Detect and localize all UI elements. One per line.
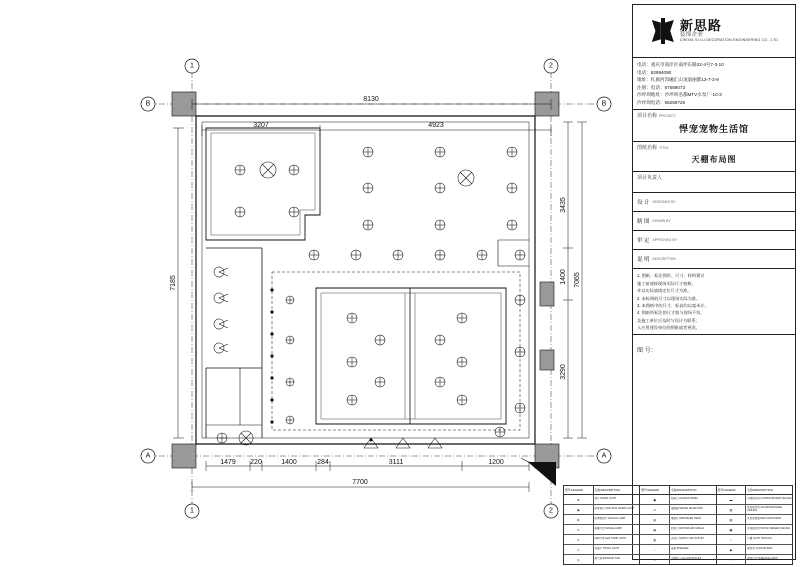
svg-text:1: 1 <box>190 507 194 515</box>
legend-row <box>564 525 639 535</box>
legend-desc-header: 名称/DESCRIPTION <box>747 488 773 492</box>
legend-symbol-header: 图号/LEGEND <box>717 488 736 492</box>
general-notes <box>633 269 795 335</box>
drafter-label-en: DRAWN BY <box>652 219 671 224</box>
designer-row <box>633 193 795 212</box>
legend-desc: 木饰面吊顶 WOOD VENEER CEILING <box>747 527 791 531</box>
drawing-number-label: 图 号： <box>637 348 657 355</box>
svg-text:3111: 3111 <box>388 459 404 466</box>
drawing-title-label-cn: 图纸名称 <box>637 145 658 152</box>
svg-text:1200: 1200 <box>488 459 504 466</box>
legend-symbol-header: 图号/LEGEND <box>641 488 660 492</box>
legend-symbol-icon: ⊗ <box>564 515 594 524</box>
description-label-en: DESCRIPTION <box>652 257 676 262</box>
legend-symbol-icon: ▬ <box>717 495 747 504</box>
legend-desc: 换气扇 EXHAUST FAN <box>594 557 621 561</box>
drafter-row <box>633 212 795 231</box>
legend-symbol-icon: ▨ <box>717 505 747 514</box>
title-block <box>632 4 796 560</box>
legend-desc: 检修口 ACCESS PANEL <box>670 497 699 501</box>
legend-symbol-icon: ▣ <box>640 495 670 504</box>
legend-row <box>564 515 639 525</box>
legend-desc: 音箱 SPEAKER <box>670 547 689 551</box>
legend-symbol-icon: ◌ <box>640 545 670 554</box>
note-line: 3. 本图纸中的尺寸、标高均以毫米计。 <box>637 302 709 308</box>
legend-header <box>640 486 715 495</box>
note-line: 2. 未标明的尺寸以现场实际为准。 <box>637 295 701 301</box>
company-line: 沙坪坝电话：65258726 <box>637 99 686 105</box>
legend-row <box>564 545 639 555</box>
legend-table <box>563 485 793 565</box>
svg-text:B: B <box>145 100 151 108</box>
legend-symbol-icon: ○ <box>717 555 747 564</box>
logo-name-en: CHENG SI LU DECORATION ENGINEERING CO., LTD <box>679 38 779 43</box>
legend-desc: 筒灯 DOWN LIGHT <box>594 497 617 501</box>
company-line: 注册：电话：67589073 <box>637 84 686 90</box>
legend-symbol-icon: ▭ <box>564 545 594 554</box>
note-line: 人应用建设单位的图纸或者更改。 <box>637 324 700 330</box>
legend-desc-header: 名称/DESCRIPTION <box>670 488 697 492</box>
legend-symbol-icon: ▩ <box>717 525 747 534</box>
legend-column-3 <box>717 486 792 564</box>
note-line: 施工前请按现场实际尺寸校核， <box>637 280 696 286</box>
project-name-label-cn: 项目名称 <box>637 113 658 120</box>
legend-row <box>717 515 792 525</box>
project-leader-label: 项目负责人 <box>637 175 663 182</box>
legend-symbol-icon: ≡ <box>564 535 594 544</box>
project-leader-row <box>633 172 795 193</box>
approver-label: 审 定 <box>637 238 650 245</box>
drawing-title-label <box>637 144 791 151</box>
legend-row <box>717 495 792 505</box>
legend-desc: 铝扣板吊顶 ALUMINUM PANEL CEILING <box>747 505 783 512</box>
legend-desc: 乳胶漆顶面 EMULSION PAINT <box>747 517 782 521</box>
legend-row <box>717 535 792 545</box>
designer-label-en: DESIGNED BY <box>652 200 676 205</box>
description-row <box>633 250 795 269</box>
legend-desc-header: 名称/DESCRIPTION <box>594 488 621 492</box>
svg-text:B: B <box>601 100 607 108</box>
svg-text:7700: 7700 <box>352 479 368 486</box>
legend-symbol-icon: □ <box>640 555 670 564</box>
drawing-title-row <box>633 142 795 172</box>
svg-text:7185: 7185 <box>170 275 177 291</box>
legend-symbol-icon: ◍ <box>640 515 670 524</box>
legend-row <box>564 555 639 564</box>
designer-label: 设 计 <box>637 200 650 207</box>
svg-text:1400: 1400 <box>281 459 297 466</box>
legend-desc: 防雾筒灯 ANTI-FOG DOWN LIGHT <box>594 507 634 511</box>
legend-desc: 石膏板吊顶 GYPSUM BOARD CEILING <box>747 497 792 501</box>
svg-text:284: 284 <box>317 459 329 466</box>
note-line: 4. 图纸所标注的尺寸如与现场不符， <box>637 310 705 316</box>
company-contact-block <box>633 58 795 110</box>
svg-text:1479: 1479 <box>220 459 236 466</box>
legend-row <box>717 505 792 515</box>
legend-symbol-icon: ⊙ <box>640 505 670 514</box>
legend-header <box>717 486 792 495</box>
legend-symbol-icon: ✕ <box>564 525 594 534</box>
legend-symbol-icon: ⊕ <box>564 495 594 504</box>
legend-column-1 <box>564 486 640 564</box>
legend-row <box>640 535 715 545</box>
svg-text:3207: 3207 <box>253 122 269 129</box>
drawing-title-label-en: TITLE <box>659 146 669 151</box>
legend-desc: 灯槽 LIGHT TROUGH <box>747 537 772 541</box>
svg-text:1400: 1400 <box>560 269 567 285</box>
legend-row <box>640 495 715 505</box>
legend-row <box>717 545 792 555</box>
legend-column-2 <box>640 486 716 564</box>
logo-name-cn: 新思路 <box>679 17 722 33</box>
svg-text:8130: 8130 <box>363 96 379 103</box>
svg-text:1: 1 <box>190 62 194 70</box>
logo-mark-icon <box>650 18 676 44</box>
project-name-value: 悍宠宠物生活馆 <box>678 124 749 135</box>
note-line: 及施工单位应及时与设计方联系； <box>637 317 700 323</box>
svg-text:4923: 4923 <box>428 122 444 129</box>
svg-text:A: A <box>145 452 151 460</box>
svg-text:7065: 7065 <box>574 272 581 288</box>
company-line: 电话：62994090 <box>637 69 672 75</box>
legend-desc: 送风口 SUPPLY AIR OUTLET <box>670 537 705 541</box>
legend-desc: 喷淋头 SPRINKLER HEAD <box>670 517 701 521</box>
svg-text:A: A <box>601 452 607 460</box>
legend-desc: 回风口 RETURN AIR GRILLE <box>670 527 704 531</box>
company-line: 地址：红旗河沟融汇山顶道丽都13-7-3-9 <box>637 77 719 83</box>
legend-symbol-icon: ▧ <box>717 515 747 524</box>
company-line: 电话：重庆市南岸区南坪东路22-4号7-3-10 <box>637 62 724 67</box>
legend-desc: 格栅灯盘 GRILLE LAMP <box>594 527 622 531</box>
legend-symbol-icon: ◎ <box>564 555 594 564</box>
project-name-label <box>637 112 791 119</box>
legend-symbol-icon: ▥ <box>640 535 670 544</box>
legend-symbol-icon: ▤ <box>640 525 670 534</box>
description-label: 说 明 <box>637 257 650 264</box>
legend-row <box>564 505 639 515</box>
legend-row <box>640 515 715 525</box>
legend-row <box>564 495 639 505</box>
svg-text:3290: 3290 <box>560 364 567 380</box>
legend-header <box>564 486 639 495</box>
legend-row <box>640 545 715 555</box>
svg-text:220: 220 <box>250 459 262 466</box>
company-line: 沙坪坝地址：沙坪坝名都MTV水泵厂-10-3 <box>637 92 722 98</box>
svg-text:3435: 3435 <box>560 197 567 213</box>
project-name-label-en: PROJECT <box>659 114 676 119</box>
legend-desc: 防雾吸顶灯 CEILING LAMP <box>594 517 626 521</box>
legend-symbol-icon: ◆ <box>717 545 747 554</box>
legend-symbol-icon: ▪ <box>717 535 747 544</box>
project-name-row <box>633 110 795 142</box>
legend-row <box>564 535 639 545</box>
legend-row <box>640 525 715 535</box>
legend-desc: 窗帘盒 CURTAIN BOX <box>747 547 773 551</box>
company-logo <box>633 5 795 58</box>
note-line: 1. 图纸：标注图形、尺寸、材料建议 <box>637 273 705 279</box>
drawing-title-value: 天棚布局图 <box>691 155 737 165</box>
drafter-label: 制 图 <box>637 219 650 226</box>
logo-name-sub: 装饰企业 <box>679 31 704 38</box>
legend-desc: 轨道灯 TRACK LIGHT <box>594 547 620 551</box>
legend-desc: LED灯带 LED STRIP LIGHT <box>594 537 627 541</box>
legend-desc: 空调风口 A/C AIR OUTLET <box>670 557 702 561</box>
note-line: 并以实际放线定位尺寸为准。 <box>637 288 692 294</box>
approver-label-en: APPROVED BY <box>652 238 677 243</box>
legend-symbol-header: 图号/LEGEND <box>565 488 583 492</box>
legend-row <box>640 555 715 564</box>
legend-row <box>717 525 792 535</box>
svg-text:2: 2 <box>549 62 553 70</box>
legend-row <box>717 555 792 564</box>
legend-desc: 明装灯具 SURFACE LIGHT <box>747 557 778 561</box>
approver-row <box>633 231 795 250</box>
legend-desc: 烟感器 SMOKE DETECTOR <box>670 507 703 511</box>
legend-row <box>640 505 715 515</box>
svg-text:2: 2 <box>549 507 553 515</box>
legend-symbol-icon: ◉ <box>564 505 594 514</box>
